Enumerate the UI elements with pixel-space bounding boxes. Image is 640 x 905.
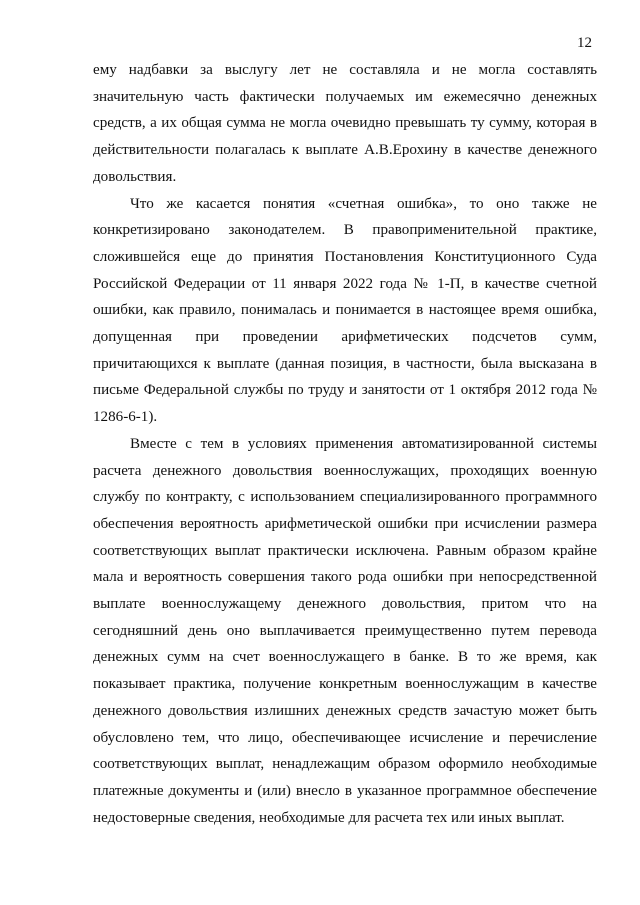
paragraph-automated-system: Вместе с тем в условиях применения автоматизированной системы расчета денежного довольствия военнослужащих, проходящих военную службу по контракту, с использованием специализированного программного обеспечения вероятность арифметической ошибки при исчислении размера соответствующих выплат практически исключена. Равным образом крайне мала и вероятность совершения такого рода ошибки при непосредственной выплате военнослужащему денежного довольствия, притом что на сегодняшний день оно выплачивается преимущественно путем перевода денежных сумм на счет военнослужащего в банке. В то же время, как показывает практика, получение конкретным военнослужащим в качестве денежного довольствия излишних денежных средств зачастую может быть обусловлено тем, что лицо, обеспечивающее исчисление и перечисление соответствующих выплат, ненадлежащим образом оформило необходимые платежные документы и (или) внесло в указанное программное обеспечение недостоверные сведения, необходимые для расчета тех или иных выплат. — [93, 435, 597, 826]
document-body — [93, 57, 597, 831]
paragraph-continuation: ему надбавки за выслугу лет не составляла и не могла составлять значительную часть фактически получаемых им ежемесячно денежных средств, а их общая сумма не могла очевидно превышать ту сумму, которая в действительности полагалась к выплате А.В.Ерохину в качестве денежного довольствия. — [93, 62, 597, 185]
page-number: 12 — [577, 35, 592, 51]
paragraph-counting-error: Что же касается понятия «счетная ошибка», то оно также не конкретизировано законодателем. В правоприменительной практике, сложившейся еще до принятия Постановления Конституционного Суда Российской Федерации от 11 января 2022 года № 1-П, в качестве счетной ошибки, как правило, понималась и понимается в настоящее время ошибка, допущенная при проведении арифметических подсчетов сумм, причитающихся к выплате (данная позиция, в частности, была высказана в письме Федеральной службы по труду и занятости от 1 октября 2012 года № 1286-6-1). — [93, 195, 597, 426]
